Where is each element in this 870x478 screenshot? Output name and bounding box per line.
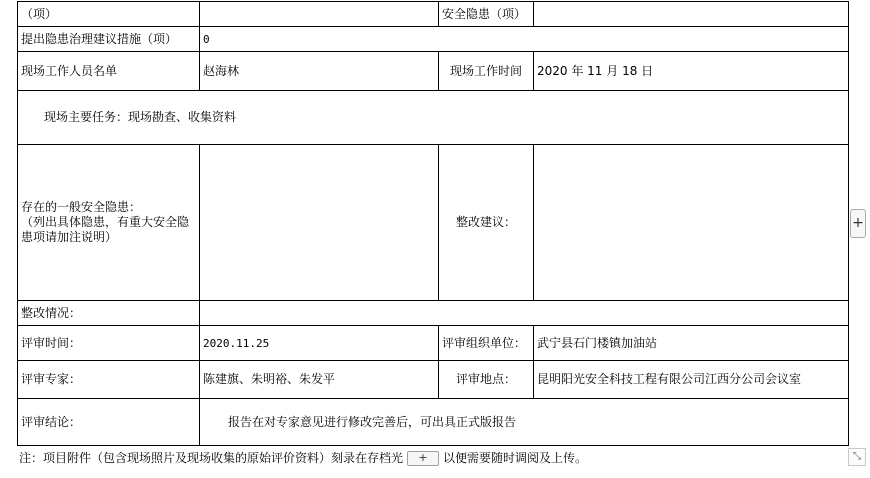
experts-row — [18, 361, 849, 399]
tasks-row — [18, 91, 849, 145]
conclusion-row — [18, 399, 849, 446]
count-unit-label: （项） — [18, 2, 200, 27]
rectify-status-label: 整改情况： — [18, 301, 200, 326]
add-row-button[interactable] — [850, 209, 866, 238]
measures-value[interactable]: 0 — [200, 27, 849, 52]
rectify-status-row — [18, 301, 849, 326]
conclusion-value[interactable]: 报告在对专家意见进行修改完善后，可出具正式版报告 — [200, 399, 849, 446]
rectify-suggestion-value[interactable] — [534, 145, 849, 301]
work-time-label: 现场工作时间 — [439, 52, 534, 91]
evaluation-form-table — [17, 1, 849, 446]
count-value-cell[interactable] — [200, 2, 439, 27]
review-place-value[interactable]: 昆明阳光安全科技工程有限公司江西分公司会议室 — [534, 361, 849, 399]
staff-value[interactable]: 赵海林 — [200, 52, 439, 91]
measures-label: 提出隐患治理建议措施（项） — [18, 27, 200, 52]
hazard-count-label: 安全隐患（项） — [439, 2, 534, 27]
main-tasks-text[interactable]: 现场主要任务：现场勘查、收集资料 — [18, 91, 849, 145]
resize-icon: ⤡ — [853, 451, 861, 462]
rectify-suggestion-label: 整改建议： — [439, 145, 534, 301]
hazard-count-value[interactable] — [534, 2, 849, 27]
hazards-label-note: （列出具体隐患，有重大安全隐患项请加注说明） — [21, 215, 190, 244]
staff-label: 现场工作人员名单 — [18, 52, 200, 91]
footnote-text-before: 注：项目附件（包含现场照片及现场收集的原始评价资料）刻录在存档光 — [19, 451, 404, 465]
review-time-label: 评审时间： — [18, 326, 200, 361]
review-time-row — [18, 326, 849, 361]
review-time-value[interactable]: 2020.11.25 — [200, 326, 439, 361]
review-org-label: 评审组织单位： — [439, 326, 534, 361]
measures-row — [18, 27, 849, 52]
staff-row — [18, 52, 849, 91]
experts-value[interactable]: 陈建旗、朱明裕、朱发平 — [200, 361, 439, 399]
hazards-row — [18, 145, 849, 301]
hazards-label-title: 存在的一般安全隐患： — [21, 200, 142, 214]
attachment-footnote — [19, 451, 587, 466]
inline-add-button[interactable] — [407, 451, 439, 466]
work-time-value[interactable]: 2020 年 11 月 18 日 — [534, 52, 849, 91]
review-place-label: 评审地点： — [439, 361, 534, 399]
rectify-status-value[interactable] — [200, 301, 849, 326]
resize-handle[interactable] — [848, 448, 866, 466]
plus-icon: + — [418, 451, 428, 464]
experts-label: 评审专家： — [18, 361, 200, 399]
conclusion-label: 评审结论： — [18, 399, 200, 446]
hazards-value[interactable] — [200, 145, 439, 301]
plus-icon: + — [852, 215, 864, 231]
hazards-label — [18, 145, 200, 301]
review-org-value[interactable]: 武宁县石门楼镇加油站 — [534, 326, 849, 361]
counts-row — [18, 2, 849, 27]
footnote-text-after: 以便需要随时调阅及上传。 — [443, 451, 588, 465]
